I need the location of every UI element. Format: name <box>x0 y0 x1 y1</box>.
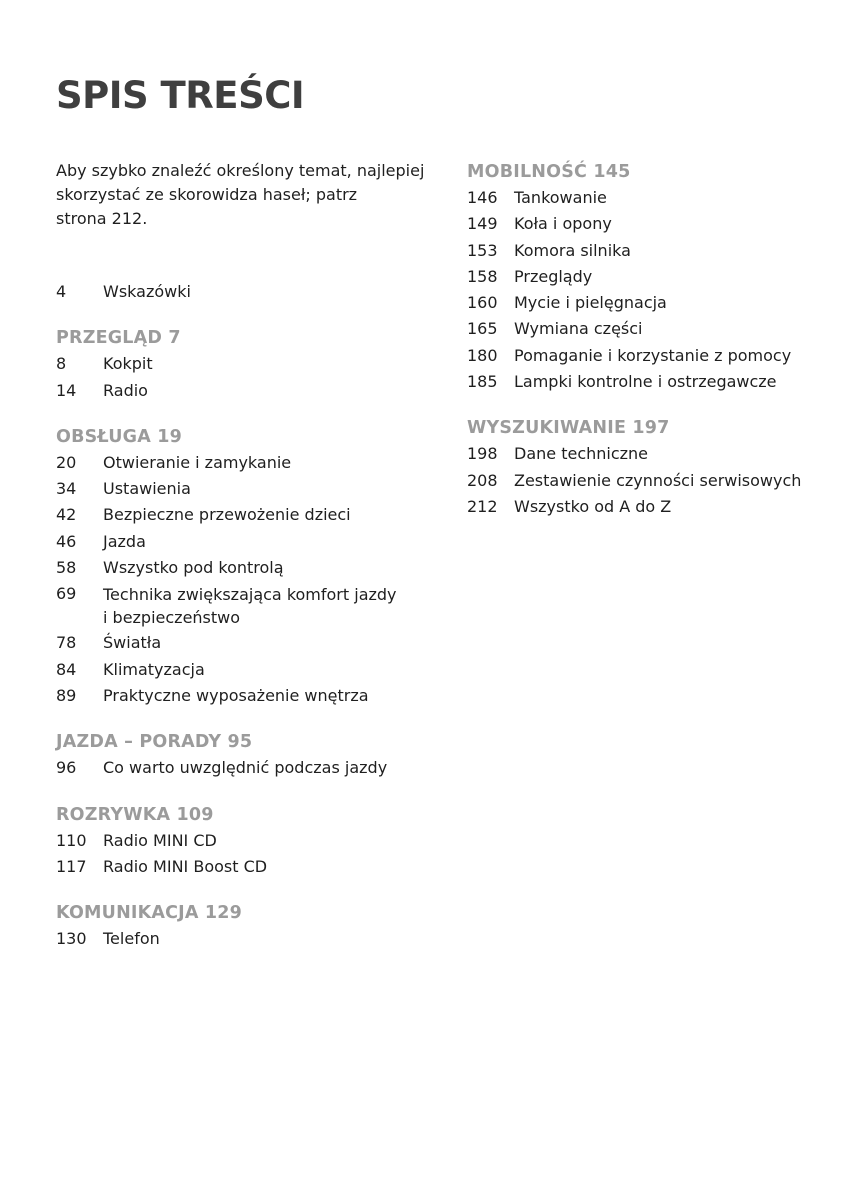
page-number: 58 <box>56 558 77 578</box>
page-number: 34 <box>56 479 77 499</box>
page-number: 78 <box>56 633 77 653</box>
page-number: 14 <box>56 380 77 400</box>
toc-entry[interactable] <box>56 854 436 880</box>
toc-entry[interactable] <box>56 683 436 709</box>
entry-label: Przeglądy <box>514 266 593 286</box>
toc-entry[interactable] <box>467 290 847 316</box>
entry-label: Komora silnika <box>514 240 631 260</box>
section-jazda-porady <box>56 729 436 781</box>
toc-entry[interactable] <box>467 441 847 467</box>
intro-text: Aby szybko znaleźć określony temat, najlepiej skorzystać ze skorowidza haseł; patrz strona 212. <box>56 161 425 228</box>
toc-entry[interactable] <box>56 529 436 555</box>
entry-label: Kokpit <box>103 354 153 374</box>
section-title: MOBILNOŚĆ 145 <box>467 162 631 182</box>
toc-entry[interactable] <box>56 657 436 683</box>
section-mobilnosc <box>467 159 847 395</box>
section-wyszukiwanie <box>467 415 847 520</box>
page-number: 160 <box>467 293 498 313</box>
page-number: 153 <box>467 240 498 260</box>
entry-label: Mycie i pielęgnacja <box>514 293 667 313</box>
section-komunikacja <box>56 900 436 952</box>
page-number: 96 <box>56 758 77 778</box>
toc-entry[interactable] <box>467 211 847 237</box>
toc-entry[interactable] <box>467 343 847 369</box>
page-number: 149 <box>467 214 498 234</box>
entry-label: Jazda <box>103 531 146 551</box>
right-column <box>467 159 847 520</box>
entry-label: Wszystko od A do Z <box>514 496 672 516</box>
page-number: 84 <box>56 659 77 679</box>
toc-entry[interactable] <box>56 378 436 404</box>
entry-label: Co warto uwzględnić podczas jazdy <box>103 758 388 778</box>
page-number: 130 <box>56 929 87 949</box>
toc-entry[interactable] <box>56 351 436 377</box>
entry-label: Pomaganie i korzystanie z pomocy <box>514 345 792 365</box>
entry-label: Radio MINI Boost CD <box>103 856 268 876</box>
toc-entry[interactable] <box>467 468 847 494</box>
page-number: 165 <box>467 319 498 339</box>
toc-entry[interactable] <box>467 494 847 520</box>
page-number: 20 <box>56 452 77 472</box>
entry-label: Wskazówki <box>103 282 191 301</box>
toc-entry[interactable] <box>56 555 436 581</box>
page-number: 212 <box>467 496 498 516</box>
section-title: ROZRYWKA 109 <box>56 804 214 825</box>
toc-entry[interactable] <box>56 279 436 305</box>
page-title: SPIS TREŚCI <box>56 74 305 117</box>
entry-label: Wszystko pod kontrolą <box>103 558 284 578</box>
section-przeglad <box>56 325 436 404</box>
entry-label: Otwieranie i zamykanie <box>103 452 292 472</box>
toc-entry[interactable] <box>56 755 436 781</box>
entry-label: Radio MINI CD <box>103 830 217 850</box>
toc-entry[interactable] <box>56 476 436 502</box>
entry-label: Światła <box>103 633 162 653</box>
page-number: 185 <box>467 372 498 392</box>
page-number: 8 <box>56 354 67 374</box>
page-number: 180 <box>467 345 498 365</box>
page-number: 146 <box>467 188 498 207</box>
section-title: JAZDA – PORADY 95 <box>56 732 253 753</box>
toc-entry[interactable] <box>56 581 436 630</box>
toc-entry[interactable] <box>467 238 847 264</box>
toc-entry[interactable] <box>467 316 847 342</box>
entry-label: Telefon <box>103 929 160 949</box>
toc-entry[interactable] <box>56 828 436 854</box>
entry-label: Dane techniczne <box>514 444 649 464</box>
page-number: 110 <box>56 830 87 850</box>
entry-label: Praktyczne wyposażenie wnętrza <box>103 685 369 705</box>
section-title: OBSŁUGA 19 <box>56 426 182 447</box>
left-column <box>56 159 436 952</box>
entry-label: Technika zwiększająca komfort jazdy i bezpieczeństwo <box>103 585 397 628</box>
toc-entry[interactable] <box>56 450 436 476</box>
section-title: KOMUNIKACJA 129 <box>56 903 243 924</box>
toc-entry[interactable] <box>56 926 436 952</box>
page-number: 69 <box>56 584 77 604</box>
section-title: WYSZUKIWANIE 197 <box>467 418 670 439</box>
page-number: 4 <box>56 282 67 301</box>
entry-label: Klimatyzacja <box>103 659 205 679</box>
section-title: PRZEGLĄD 7 <box>56 328 181 349</box>
page-number: 42 <box>56 505 77 525</box>
entry-label: Bezpieczne przewożenie dzieci <box>103 505 351 525</box>
toc-entry[interactable] <box>56 502 436 528</box>
page-number: 117 <box>56 856 87 876</box>
toc-entry[interactable] <box>467 264 847 290</box>
page-number: 198 <box>467 444 498 464</box>
page-number: 46 <box>56 531 77 551</box>
entry-label: Wymiana części <box>514 319 643 339</box>
section-rozrywka <box>56 802 436 881</box>
toc-entry[interactable] <box>467 185 847 211</box>
entry-label: Tankowanie <box>514 188 607 207</box>
section-obsluga <box>56 424 436 709</box>
page-number: 89 <box>56 685 77 705</box>
page-number: 158 <box>467 266 498 286</box>
toc-entry[interactable] <box>56 630 436 656</box>
entry-label: Ustawienia <box>103 479 191 499</box>
toc-entry[interactable] <box>467 369 847 395</box>
entry-label: Zestawienie czynności serwisowych <box>514 470 802 490</box>
entry-label: Radio <box>103 380 148 400</box>
page-number: 208 <box>467 470 498 490</box>
entry-label: Lampki kontrolne i ostrzegawcze <box>514 372 777 392</box>
entry-label: Koła i opony <box>514 214 612 234</box>
